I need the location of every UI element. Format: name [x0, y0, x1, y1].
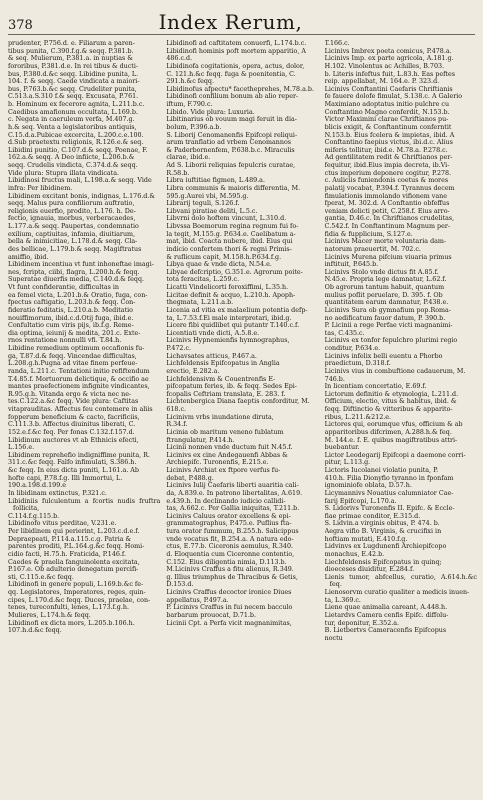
- index-entry-line: Licinivs vius in combuftione cadauerum, M.: [324, 367, 466, 375]
- index-entry-line: Confultatio cum viris pijs, ib.f.g. Reme-: [8, 322, 134, 330]
- index-entry-line: Libidinofi confilium bonum ab alio reper-: [166, 93, 299, 101]
- index-entry-line: Licinivs Stolo vnde dictus fit A.85.f.: [324, 268, 439, 276]
- index-entry-line: Licinivm vrbs inundatione diruta,: [166, 413, 274, 421]
- page-header: [8, 10, 475, 35]
- index-entry-line: R.95.g.h. Vitanda ergo & victa nec ne-: [8, 390, 132, 398]
- index-entry-line: Caedes & praelia fanguinolenta excitata,: [8, 558, 140, 566]
- index-entry-line: Libidinum auctores vt ab Ethnicis efecti,: [8, 436, 139, 444]
- index-entry-line: nes, fcripta, ciibi, flagra, L.200.h.& feqq.: [8, 268, 140, 276]
- index-entry-line: debat, P.488.g.: [166, 474, 214, 482]
- index-entry-line: & Paderbornenfem, P.638.b.c. Miraculis: [166, 146, 295, 154]
- index-entry-line: natorum praeuertit, M. 702.c.: [324, 245, 421, 253]
- index-entry-line: Libidinofo vitus perditae, V.231.e.: [8, 520, 117, 528]
- index-entry-line: fequitur, ibid.Eius impia decreta, ib.Vi-: [324, 162, 450, 169]
- index-entry-line: bus, P.763.b.&c seqq. Crudeliter punita,: [8, 85, 137, 93]
- index-entry-line: fidia & fupplicium, S.127.e.: [324, 230, 413, 238]
- index-entry-line: h.& seq. Venta a legislatoribus antiquis,: [8, 123, 137, 131]
- index-entry-line: Libido. Vide plura: Luxuria.: [166, 108, 255, 116]
- index-entry-line: Licinivs Imp. ex parte agricola, A.181.g.: [324, 55, 454, 63]
- index-entry-line: L.208.g.h.Pugna ad vitae finem perfeue-: [8, 360, 138, 368]
- index-entry-line: feqq. Diftinctio & vitteribus & apparito-: [324, 406, 453, 413]
- page-number: 378: [8, 18, 33, 33]
- index-entry-line: tas, C.435.c.: [324, 329, 365, 337]
- index-entry-line: S. Liborij Cenomanenfis Epifcopi reliqui-: [166, 131, 298, 139]
- index-entry-line: Archiepifc. Turonenfis, E.215.e.: [166, 459, 269, 467]
- index-entry-line: C.542.f. In Conftantinum Magnum per-: [324, 223, 451, 230]
- index-entry-line: Lichfeldensivm & Couentrenfis E-: [166, 375, 276, 383]
- index-entry-line: Depraepeati, P.114.a.115.c.g. Patria &: [8, 535, 132, 543]
- index-entry-line: Libidiniis fulculentum a fcortis nudis fruftra follicita,: [8, 497, 161, 513]
- index-entry-line: c. Auliciis funiendonis coetus & mores: [324, 177, 449, 185]
- index-entry-line: Ad S. Liborii reliquias fepulcris curatae,: [166, 162, 296, 169]
- index-entry-line: religionis euerfio, prodito, L.176. h. De-: [8, 207, 136, 215]
- index-entry-line: veniam delicti petit, C.258.f. Eius arro-: [324, 207, 450, 215]
- index-entry-line: Licinivs Murena pifcium viuaria primus: [324, 253, 452, 261]
- index-entry-line: arum tranflatio ad vrbem Cenomannos: [166, 139, 292, 147]
- index-entry-line: Libidinem incentiua vt funt inhoneftae imagi-: [8, 261, 154, 269]
- index-entry-line: Licenia ad vitia ex malaelium potentia defp-: [166, 306, 308, 314]
- index-entry-line: Licinivs Caluus orator excellens & epi-: [166, 512, 291, 520]
- index-entry-line: Per libidinem qui perierint, L.203.c.d.e.f.: [8, 528, 140, 535]
- index-entry-line: Libidinem reprehefio indigniffime punita, R.: [8, 451, 150, 459]
- index-entry-line: tibus punita, C.390.f.g.& seqq. P.381.b.: [8, 47, 134, 55]
- index-entry-line: Licinivs Hypnemienfis hymnographus,: [166, 337, 290, 345]
- index-entry-line: infra: Per libidinem.: [8, 184, 73, 192]
- index-entry-line: Libidinofi ex dicta mors, L.205.b.106.h.: [8, 619, 135, 627]
- index-entry-line: Conftantino Magno conferdit, N.153.b.: [324, 108, 450, 116]
- index-entry-line: praedictum, D.318.f.: [324, 360, 391, 368]
- index-entry-line: Licinivs ex tonfor fepulchro plurimi regio: [324, 337, 458, 345]
- index-entry-line: Licatti Vindelicorti feroxiffimi, L.35.h.: [166, 284, 289, 291]
- index-entry-line: tenes, tureconfulti, lenes, L.173.f.g.h.: [8, 604, 129, 612]
- index-entry-line: apparitoribus difcrimen, A.288.h.& feq.: [324, 428, 452, 436]
- index-entry-line: Libya quae & vnde dicta, N.54.e.: [166, 261, 272, 269]
- index-entry-line: b. Hominum ex fecerore agnita, L.211.b.c.: [8, 101, 145, 108]
- index-entry-line: Mulieres, L.174.h.& feqq.: [8, 611, 91, 619]
- index-entry-line: ta, L.369.c.: [324, 596, 361, 604]
- index-entry-line: Caedibus amafionum occultata, L.169.b.: [8, 108, 138, 116]
- index-entry-line: Aegra vifio B. Virginis, & crucifixi in: [324, 528, 442, 535]
- index-entry-line: nouiffimorum, ibid.c.d.Otij fuga, ibid.e.: [8, 314, 134, 322]
- index-entry-line: Licinivs Conftantini Caefaris Chriftianis: [324, 85, 453, 93]
- index-entry-line: g. Illius triumphus de Thracibus & Getis,: [166, 573, 298, 581]
- index-columns: [8, 40, 477, 796]
- index-entry-line: c. Negata in caeruleum verfa, M.407.g.: [8, 116, 135, 124]
- index-entry-line: L.156.e.: [8, 444, 35, 452]
- index-entry-line: ignominiofe oblata, D.57.h.: [324, 482, 412, 490]
- index-entry-line: d.Sub praetextu religionis, R.126.e.& seq.: [8, 139, 144, 147]
- index-entry-line: Lictores qui, eorumque vfus, officium & ab: [324, 421, 463, 429]
- index-entry-line: pitur, L.113.g.: [324, 459, 371, 467]
- index-entry-line: grammatographus, P.475.e. Puflius fta-: [166, 520, 292, 528]
- index-entry-line: N.45.e. Propria lege damnatur, L.62.f.: [324, 276, 447, 284]
- index-entry-line: 746.b.: [324, 375, 345, 383]
- index-entry-line: b. Literis infeftus fuit, L.83.h. Eas peftes: [324, 70, 455, 78]
- index-entry-line: bella & inimicitiae, L.178.d.& seqq. Cla-: [8, 238, 138, 246]
- index-entry-line: iftum, F.790.c.: [166, 101, 213, 108]
- index-entry-line: R.58.b.: [166, 169, 190, 177]
- index-entry-line: tas, A.662.c. Per Gallia iniquitas, T.211.b.: [166, 505, 300, 513]
- index-entry-line: miferis tollitur, ibid.e. M.78.a. P.278.c.: [324, 146, 448, 154]
- index-entry-line: qq. Legislatores, Imperatores, reges, quin-: [8, 589, 146, 596]
- index-entry-line: Conftantino faepius victus, ibi.d.c. Alius: [324, 139, 453, 147]
- index-entry-line: B. Lietbertvs Cameracenfis Epifcopus: [324, 627, 447, 635]
- index-entry-line: Lienis tumor, abfcellus, curatio, A.614.h.&c feq.: [324, 573, 477, 589]
- index-entry-line: 291.h.&c feqq.: [166, 78, 215, 86]
- index-entry-line: Libra iuftitiae figmen, L.489.a.: [166, 177, 265, 185]
- index-entry-line: des bellicae, L.179.b.& seqq. Magiftratus: [8, 245, 142, 253]
- index-entry-line: 618.c.: [166, 406, 187, 413]
- index-entry-line: Lichfeldensis Epifcopatus in Anglia: [166, 360, 280, 368]
- index-entry-line: tota feracitas, L.259.c.: [166, 276, 240, 284]
- index-entry-line: seqq. Crudelis vindicta, C.374.d.& seqq.: [8, 162, 138, 169]
- index-entry-line: Libvani piratiae deliti, L.5.c.: [166, 207, 258, 215]
- index-entry-line: tes.C.122.a.&c feqq. Vide plura: Caftitas: [8, 398, 139, 406]
- index-entry-line: Libidinofi hominis poft mortem apparitio, A: [166, 47, 306, 55]
- index-entry-line: no aedificatum fauor datum, P. 390.b.: [324, 314, 446, 322]
- index-entry-line: Licinivs Sura ob gymnafium pop.Roma-: [324, 306, 451, 314]
- index-entry-line: vitaprauditas. Affectus feu contemere in aliis: [8, 406, 153, 413]
- index-entry-line: parentes proditi, P.L.164.g.&c feqq. Homi-: [8, 543, 145, 551]
- index-entry-line: da, A.839.e. In patrono libertalitas, A.619.: [166, 489, 303, 497]
- index-entry-line: erectio, E.282.a.: [166, 367, 220, 375]
- index-entry-line: 486.c.d.: [166, 55, 193, 63]
- index-entry-line: Ad gentilitatem redit & Chriftianos per-: [324, 154, 453, 162]
- index-entry-line: Victor Maximini clarae Chriftianos pu-: [324, 116, 449, 124]
- index-entry-line: 162.a.& seqq. A Deo infiicte, L.206.b.&: [8, 154, 135, 162]
- index-entry-line: Libidini punitio, C.107.d.& seqq. Poenae, F.: [8, 146, 148, 154]
- index-entry-line: fopperum beneficium & cacto, facrificiis,: [8, 413, 140, 421]
- index-entry-line: fimulationis immolando vifionem vane: [324, 192, 447, 200]
- index-entry-line: indicio confertem thori & regni Primis-: [166, 245, 292, 253]
- index-entry-line: & ruflicum capit, M.158.h.P.634.f.g.: [166, 253, 282, 261]
- index-entry-line: T.166.c.: [324, 40, 350, 47]
- index-entry-line: C.513.a.S.310 f.& seqq. Excusata, P.761.: [8, 93, 139, 101]
- index-entry-line: fideratio feditatis, L.210.a.b. Meditatio: [8, 306, 133, 314]
- index-entry-line: inftituit, P.645.b.: [324, 261, 379, 269]
- index-entry-line: 190.a.198.d.199.e: [8, 482, 67, 490]
- index-entry-line: 595.g.Aurei vbi, M.595.g.: [166, 192, 249, 200]
- page-title: Index Rerum,: [158, 10, 303, 34]
- index-entry-line: M.Licinivs Craffus a fitu alienus, R.349.: [166, 566, 294, 574]
- index-entry-line: Libidinem excitant bonis, indignas, L.176.d.&: [8, 192, 155, 200]
- index-column-right: [325, 40, 477, 796]
- index-entry-line: reip. appellabat, M. 164.e. P. 323.d.: [324, 78, 440, 86]
- index-entry-line: Libidinofi in genere populi, L.169.b.&c fe-: [8, 581, 144, 589]
- index-entry-line: buebantur.: [324, 444, 360, 452]
- index-entry-line: Vide plura: Stupra illata vindicata.: [8, 169, 120, 177]
- index-entry-line: Superatae diuerfis media, C.140.d.& feqq.: [8, 276, 145, 284]
- index-entry-line: Lichavsates atticus, P.467.a.: [166, 352, 257, 360]
- index-entry-line: sti, C.115.e.&c feqq.: [8, 573, 74, 581]
- index-entry-line: Librarij teguli, S.126.f.: [166, 200, 240, 208]
- index-entry-line: fperat, M. 302.d. A Conftantio obfeffus: [324, 200, 450, 208]
- index-entry-line: Licinivs Imbrex poeta comicus, P.478.a.: [324, 47, 452, 55]
- index-entry-line: S. Lidvin.a virginis obitus, P. 474. b.: [324, 520, 440, 528]
- index-entry-line: ribus, L.211.&212.e.: [324, 413, 392, 421]
- index-entry-line: T.4.85.f. Mortuorum delictique, & occifio ae: [8, 375, 149, 383]
- index-entry-line: In libidinam extinctus, P.321.c.: [8, 489, 107, 497]
- index-entry-line: 152.e.f.&c feq. Per fonas C.132.f.157.d.: [8, 428, 135, 436]
- index-entry-line: fcopalis Ceftriam translata, E. 283. f.: [166, 390, 286, 398]
- index-entry-line: farij Epifcopi, L.170.a.: [324, 497, 397, 505]
- index-entry-line: bus, P.380.d.&c seqq. Libidine punita, L.: [8, 70, 139, 78]
- index-entry-line: P. Licinivs Craffus in fui necem bacculo: [166, 604, 293, 612]
- index-entry-line: fiae primae conditor, E.315.d.: [324, 512, 421, 520]
- index-entry-line: noctu: [324, 634, 343, 642]
- index-entry-line: Licymannivs Nouatius calumniator Cae-: [324, 489, 454, 497]
- index-entry-line: ftrangulatur, P.414.h.: [166, 436, 235, 444]
- index-entry-line: rnos rentatione nonnulli vfi. T.84.h.: [8, 337, 122, 345]
- index-entry-line: mulius poflit peruelare, D. 395. f. Ob: [324, 291, 443, 299]
- index-entry-line: N.153.b. Eius fcelera & impietas, ibid. A: [324, 131, 455, 139]
- index-entry-line: P.472.c.: [166, 345, 192, 352]
- index-entry-line: Licinia ob maritum veneno fublatum: [166, 428, 284, 436]
- index-entry-line: dia optima, ieiunij & medita, 201.c. Exte-: [8, 329, 141, 337]
- index-entry-line: ga, T.87.d.& feqq. Vincendae difficultas,: [8, 352, 137, 360]
- index-column-middle: [166, 40, 318, 796]
- index-entry-line: cipes, L.170.d.&c feqq. Duces, praelae, con-: [8, 596, 151, 604]
- index-entry-line: fororibus, P.381.d.e. In rei tibus & ducti-: [8, 62, 139, 70]
- index-entry-line: clarae, ibid.e.: [166, 154, 211, 162]
- index-entry-line: M. 144.e. f. E. quibus magiftratibus attri-: [324, 436, 458, 444]
- index-column-left: [8, 40, 160, 796]
- index-entry-line: C. 121.h.&c feqq. fuga & poenitentia, C.: [166, 70, 296, 78]
- index-entry-line: bolum, P.396.a.b.: [166, 123, 222, 131]
- index-entry-line: amiffio, ibid.: [8, 253, 49, 261]
- index-entry-line: Licinivs Archiat ex ftpore verfus fu-: [166, 467, 281, 474]
- index-entry-line: Licinivs Macer morte voluntaria dam-: [324, 238, 447, 246]
- index-entry-line: Licere fibi quidlibet qui putantr T.140.c.f.: [166, 322, 300, 330]
- index-entry-line: C.114.f.g.115.b.: [8, 512, 60, 520]
- index-entry-line: Licinivs Iulij Caefaris liberti auaritia cali-: [166, 482, 299, 490]
- index-entry-line: C.152. Eius diligentia nimia, D.113.b.: [166, 558, 287, 566]
- index-entry-line: Licinii Cpt. a Perfa vicit magnanimitas,: [166, 619, 292, 627]
- index-entry-line: Licinivs Craffus decoctor ironice Diues: [166, 589, 292, 596]
- index-entry-line: ta, L.7.53.f.Ei male interpretari, ibid.g.: [166, 314, 292, 322]
- index-entry-line: fpectus caftigatio, L.203.b.& feqq. Con-: [8, 299, 136, 307]
- index-entry-line: C.111.3.b. Affectus diuinitus liberati, C.: [8, 421, 136, 429]
- index-entry-line: Lietardvs Camera cenfis Epifc. diffolu-: [324, 611, 449, 619]
- index-entry-line: ea femel victa, L.201.b.& Oratio, fuga, con-: [8, 291, 148, 299]
- index-entry-line: Lienosorvm curatio qualiter a medicis inuen-: [324, 589, 470, 596]
- index-entry-line: monachus, E.42.b.: [324, 550, 385, 558]
- index-entry-line: appellatus, P.497.a.: [166, 596, 229, 604]
- index-entry-line: 104. f. & seqq. Caede vindicata a maiori-: [8, 78, 140, 86]
- index-entry-line: Lichtenbergica Diana faeptis conforditur, M.: [166, 398, 310, 406]
- index-entry-line: seqq. Malus pura confiliorum auftratio,: [8, 200, 135, 208]
- index-entry-line: prudenter, P.756.d. e. Filiarum a paren-: [8, 40, 135, 47]
- index-entry-line: P.167.e. Ob adulterio denegatum percifi-: [8, 566, 139, 574]
- index-entry-line: Lictorum definitio & etymologia, L.211.d.: [324, 390, 459, 398]
- index-entry-line: la tegit, M.155.g. P.634.e. Caelibatum a-: [166, 230, 296, 238]
- index-entry-line: Licentiati vnde dicti, A.5.8.e.: [166, 329, 260, 337]
- index-entry-line: Licinivs infelix belli euentu a Phorbo: [324, 352, 443, 360]
- index-entry-line: tura orator fummum, B.255.h. Salicippus: [166, 528, 299, 535]
- index-entry-line: Licinii nonnen vnde ductum fuit N.45.f.: [166, 444, 293, 452]
- index-entry-line: exilium, captiuitas, infamia, diuitiarum,: [8, 230, 136, 238]
- index-entry-line: S. Lidorivs Turonenfis II. Epifc. & Eccle-: [324, 505, 455, 513]
- index-entry-line: P. Licinii a rege Perfae victi magnanimi-: [324, 322, 453, 330]
- index-entry-line: D.153.d.: [166, 581, 194, 589]
- index-entry-line: Officium, electio, vitus & habitus, ibid. &: [324, 398, 457, 406]
- index-entry-line: &c feqq. In eius dicta puniti, L.161.a. Ab: [8, 467, 139, 474]
- index-entry-line: ctus, E.77.b. Ciceronis aemulus, R.340.: [166, 543, 294, 551]
- index-entry-line: Maximiano adoptatus initio pulchre cu: [324, 101, 450, 108]
- index-entry-line: L.177.a.& seqq. Paupertas, condemnatio: [8, 223, 139, 230]
- index-entry-line: Libra communis & maioris differentia, M.: [166, 184, 301, 192]
- index-entry-line: Liene quae animalia careant, A.448.h.: [324, 604, 448, 612]
- index-entry-line: 410.h. Filia Dionyfio tyranno in fponfam: [324, 474, 454, 482]
- index-entry-line: cidio facti, H.75.h. Fraticida, P.146.f.: [8, 550, 127, 558]
- index-entry-line: Libidinofi ad caftitatem conuerfi, L.174.b.c.: [166, 40, 307, 47]
- index-entry-line: hofte capi, P.78.f.g. Illi Immortui, L.: [8, 474, 123, 482]
- index-entry-line: fectio, ignauia, morbus, verberacaedes,: [8, 215, 136, 223]
- index-entry-line: C.15.d.a.Pubicae excercita, L.200.c.e.100.: [8, 131, 144, 139]
- index-entry-line: palatij vocabat, P.394.f. Tyrannus decem: [324, 184, 455, 192]
- index-entry-line: thegmata, L.211.a.b.: [166, 299, 234, 307]
- index-entry-line: fe fauere dolofe fimulat, S.138.c. A Galerio: [324, 93, 463, 101]
- index-entry-line: e.439.h. In declinando iudicio callidi-: [166, 497, 286, 505]
- index-entry-line: H.102. Vinolentus ac Achilles, B.703.: [324, 62, 445, 70]
- index-entry-line: Vt funt confiderantie, difficultas in: [8, 284, 120, 291]
- index-entry-line: R.34.f.: [166, 421, 188, 429]
- index-entry-line: Liechfeldensis Epifcopatus in quinq;: [324, 558, 442, 566]
- index-entry-line: In licentiam concertatio, E.69.f.: [324, 383, 427, 391]
- index-entry-line: & seq. Mulierum, P.381.a. in nuptias &: [8, 55, 133, 63]
- index-entry-line: randa, L.211.c. Tentationi initio refiftendum: [8, 367, 150, 375]
- index-entry-line: 107.h.d.&c feqq.: [8, 627, 62, 635]
- index-entry-line: mat, ibid. Coacta nubere, ibid. Eius qui: [166, 238, 293, 246]
- index-entry-line: hoftiam mutati, E.410.f.g.: [324, 535, 408, 543]
- index-entry-line: gantia, D.46.c. In Chriftianos crudelitas,: [324, 215, 455, 223]
- index-entry-line: Libyae defcriptio, G.351.e. Agrorum poite-: [166, 268, 303, 276]
- index-entry-line: Lictoris Iucolanei violatio punita, P.: [324, 467, 439, 474]
- index-entry-line: Libvssa Boemorum regina regnum fui fo-: [166, 223, 299, 230]
- index-entry-line: conditur, P.634.e.: [324, 345, 381, 352]
- index-entry-line: vnde vocatus fit, B.254.a. A natura edo-: [166, 535, 294, 543]
- index-entry-line: Libidinofus afpectu* facetheprehes, M.78.a.b.: [166, 85, 314, 93]
- index-entry-line: Libvrni dolo hoftem vincunt, L.310.d.: [166, 215, 287, 223]
- index-entry-line: Libidinosi fructus mali, L.198.a.& seqq. Vide: [8, 177, 152, 185]
- index-entry-line: d. Eloquentia cum Ciceronne contentio,: [166, 550, 295, 558]
- index-entry-line: ctus imperium deponere cogitur, P.278.: [324, 169, 452, 177]
- index-entry-line: pifcopatum feries, ib. & feqq. Sedes Epi-: [166, 383, 297, 391]
- index-entry-line: 311.c.&c feqq. Falfo infimulati, S.386.h.: [8, 459, 137, 467]
- index-entry-line: blicis exigit, & Conftantinum conferntit: [324, 123, 452, 131]
- index-entry-line: Licitae definit & acquo, L.210.h. Apoph-: [166, 291, 296, 299]
- index-entry-line: dioeceses diuiditur, E.284.f.: [324, 566, 415, 574]
- index-entry-line: Lidvinvs ex Lugdunenfi Archiepifcopo: [324, 543, 447, 551]
- index-entry-line: quantitatem earum damnatur, P.438.e.: [324, 299, 449, 307]
- index-entry-line: tur, deponitur, E.352.a.: [324, 619, 400, 627]
- index-entry-line: Licinivs ex cine Andegauenfi Abbas &: [166, 451, 288, 459]
- index-entry-line: Lictor Leodegarij Epifcopi a daemone corri-: [324, 451, 466, 459]
- index-entry-line: Libidinofa cogitationis, opera, actus, dolor,: [166, 62, 305, 70]
- index-entry-line: mantes praefectionem infignite vindicantes,: [8, 383, 150, 391]
- index-entry-line: Libidine remedium optimum occafionis fu-: [8, 345, 145, 352]
- index-entry-line: Ob agrorum tantum habuit, quantum: [324, 284, 445, 291]
- index-entry-line: Libitinarius ob vouum magi feruit in dia-: [166, 116, 297, 124]
- index-entry-line: barbarum prouocat, D.71.b.: [166, 611, 256, 619]
